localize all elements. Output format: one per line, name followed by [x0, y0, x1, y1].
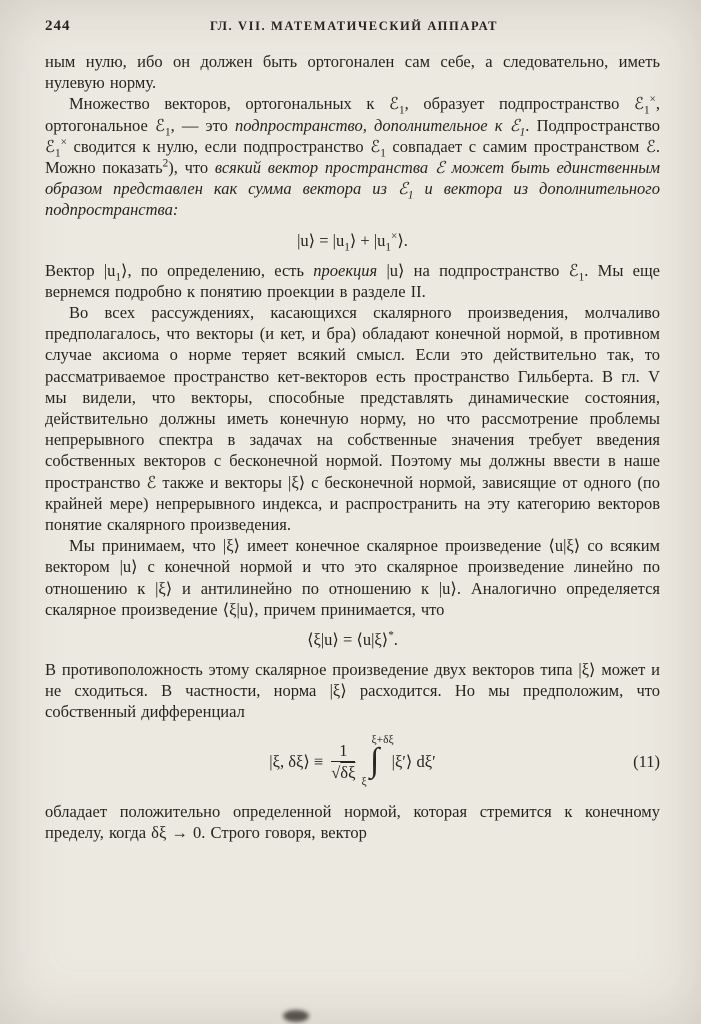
equation-u-decomposition: |u⟩ = $|u_1⟩$ + $|u_1^\times⟩$.	[297, 230, 408, 253]
eq11-lhs: |ξ, δξ⟩ ≡	[269, 751, 324, 771]
eq11-integrand: |ξ′⟩ dξ′	[391, 751, 436, 771]
scan-smudge	[283, 1010, 309, 1022]
integral-sign: ∫	[369, 742, 380, 780]
equation-conjugate: ⟨ξ|u⟩ = ⟨u|ξ⟩*.	[307, 629, 398, 650]
paragraph-divergence: В противоположность этому скалярное произведение двух векторов типа |ξ⟩ может и не сходиться. В частности, норма |ξ⟩ расходится. Но мы предположим, что собственный дифференциал	[45, 660, 660, 722]
integral	[361, 733, 394, 789]
fraction-denominator	[331, 762, 355, 781]
sqrt-argument: δξ	[340, 763, 356, 783]
page-header	[45, 18, 660, 35]
equation-11	[45, 735, 660, 789]
paragraph-continuation: ным нулю, ибо он должен быть ортогонален сам себе, а следовательно, иметь нулевую норму.	[45, 52, 660, 93]
eq11-fraction	[331, 742, 355, 782]
paragraph-positive-norm: обладает положительно определенной нормой, которая стремится к конечному пределу, когда δξ → 0. Строго говоря, вектор	[45, 801, 660, 842]
equation-11-body	[269, 735, 435, 789]
page-number: 244	[45, 18, 71, 34]
paragraph-hilbert-space: Во всех рассуждениях, касающихся скалярного произведения, молчаливо предполагалось, что векторы (и кет, и бра) обладают конечной нормой, в противном случае аксиома о норме теряет всякий смысл. Если это действительно так, то рассматриваемое пространство кет-векторов есть пространство Гильберта. В гл. V мы видели, что векторы, способные представлять динамические состояния, действительно должны иметь конечную норму, но что рассмотрение проблемы непрерывного спектра в задачах на собственные значения требует введения собственных векторов с бесконечной нормой. Поэтому мы должны ввести в наше пространство ℰ также и векторы |ξ⟩ с бесконечной нормой, зависящие от одного (по крайней мере) непрерывного индекса, и распространить на эту категорию векторов понятие скалярного произведения.	[45, 303, 660, 535]
integral-lower-limit: ξ	[361, 776, 367, 789]
sqrt-sign: √	[331, 763, 341, 783]
running-head: ГЛ. VII. МАТЕМАТИЧЕСКИЙ АППАРАТ	[209, 19, 499, 33]
fraction-numerator: 1	[331, 742, 355, 762]
paragraph-subspace: Множество векторов, ортогональных к ℰ$_1$, образует подпространство ℰ$_1$×, ортогональное ℰ$_1$, — это подпространство, дополнительное к ℰ$_1$. Подпространство ℰ$_1$× сводится к нулю, если подпространство ℰ$_1$ совпадает с самим пространством ℰ. Можно показать$^2$), что всякий вектор пространства ℰ может быть единственным образом представлен как сумма вектора из ℰ$_1$ и вектора из дополнительного подпространства:	[45, 93, 660, 220]
paragraph-scalar-product: Мы принимаем, что |ξ⟩ имеет конечное скалярное произведение ⟨u|ξ⟩ со всяким вектором |u⟩ с конечной нормой и что это скалярное произведение линейно по отношению к |ξ⟩ и антилинейно по отношению к |u⟩. Аналогично определяется скалярное произведение ⟨ξ|u⟩, причем принимается, что	[45, 536, 660, 619]
equation-number: (11)	[633, 751, 660, 771]
integral-upper-limit: ξ+δξ	[371, 733, 394, 746]
paragraph-projection: Вектор $|u_1⟩$, по определению, есть проекция |u⟩ на подпространство ℰ$_1$. Мы еще вернемся подробно к понятию проекции в разделе II.	[45, 260, 660, 301]
